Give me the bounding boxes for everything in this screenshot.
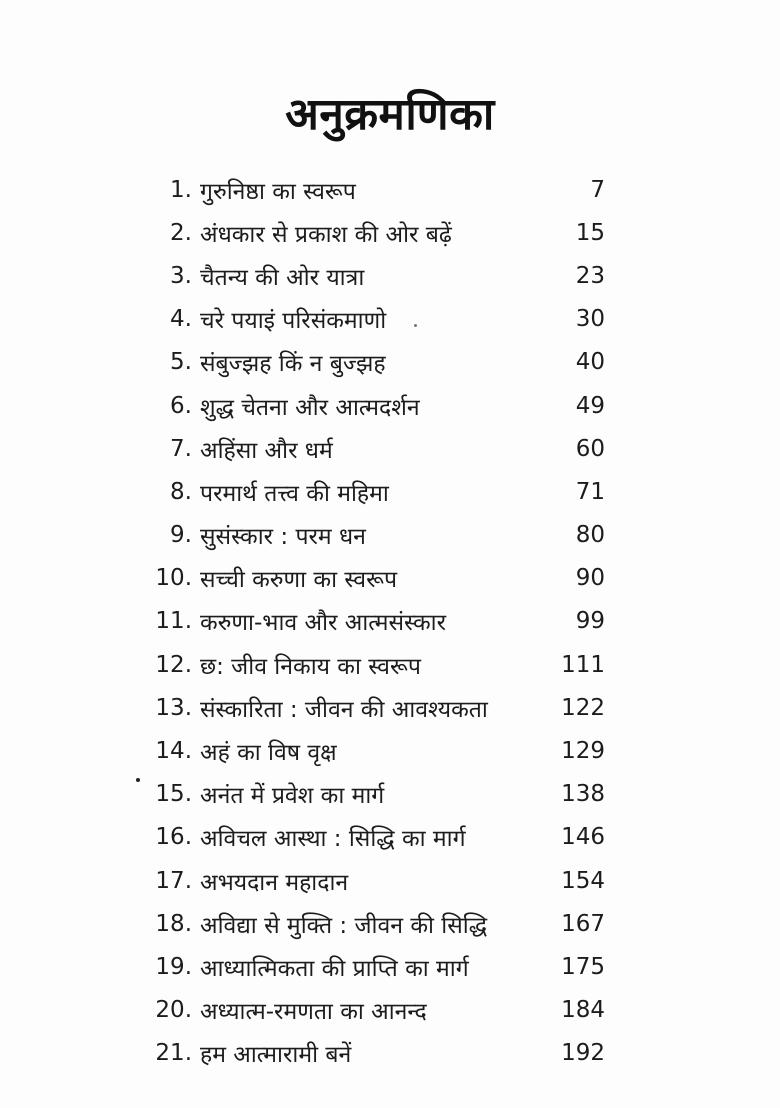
toc-entry [150, 989, 605, 1032]
entry-page: 154 [561, 867, 605, 894]
toc-entry [150, 600, 605, 643]
scan-speck [414, 324, 417, 327]
entry-title: अंधकार से प्रकाश की ओर बढ़ें [200, 221, 452, 248]
entry-title: करुणा-भाव और आत्मसंस्कार [200, 610, 447, 637]
entry-title: चरे पयाइं परिसंकमाणो [200, 308, 387, 335]
entry-number: 1. [170, 176, 192, 203]
toc-entry [150, 470, 605, 513]
entry-page: 184 [561, 997, 605, 1024]
toc-entry [150, 514, 605, 557]
entry-page: 175 [561, 953, 605, 980]
entry-title: अहिंसा और धर्म [200, 437, 333, 464]
entry-number: 9. [170, 522, 192, 549]
entry-title: छ: जीव निकाय का स्वरूप [200, 653, 421, 680]
entry-title: शुद्ध चेतना और आत्मदर्शन [200, 394, 420, 421]
entry-page: 40 [575, 349, 605, 376]
entry-title: परमार्थ तत्त्व की महिमा [200, 480, 389, 507]
entry-title: अविद्या से मुक्ति : जीवन की सिद्धि [200, 912, 488, 939]
entry-number: 12. [155, 651, 192, 678]
toc-entry [150, 168, 605, 211]
toc-entry [150, 859, 605, 902]
toc-entry [150, 1032, 605, 1075]
entry-page: 23 [575, 262, 605, 289]
toc-entry [150, 557, 605, 600]
entry-page: 146 [561, 824, 605, 851]
entry-page: 111 [561, 651, 605, 678]
entry-number: 15. [155, 781, 192, 808]
entry-number: 3. [170, 262, 192, 289]
entry-number: 14. [155, 738, 192, 765]
entry-number: 13. [155, 694, 192, 721]
entry-title: अध्यात्म-रमणता का आनन्द [200, 999, 427, 1026]
entry-title: अहं का विष वृक्ष [200, 740, 337, 767]
entry-number: 2. [170, 219, 192, 246]
entry-number: 4. [170, 306, 192, 333]
entry-page: 49 [575, 392, 605, 419]
toc-entry [150, 211, 605, 254]
page-title: अनुक्रमणिका [285, 89, 495, 140]
entry-page: 60 [575, 435, 605, 462]
toc-entry [150, 773, 605, 816]
entry-number: 20. [155, 997, 192, 1024]
entry-page: 122 [561, 694, 605, 721]
entry-number: 17. [155, 867, 192, 894]
entry-number: 5. [170, 349, 192, 376]
entry-title: सुसंस्कार : परम धन [200, 524, 366, 551]
entry-page: 30 [575, 306, 605, 333]
entry-title: चैतन्य की ओर यात्रा [200, 264, 365, 291]
toc-entry [150, 902, 605, 945]
entry-page: 99 [575, 608, 605, 635]
entry-number: 10. [155, 565, 192, 592]
entry-number: 18. [155, 910, 192, 937]
entry-title: अनंत में प्रवेश का मार्ग [200, 783, 385, 810]
toc-entry [150, 945, 605, 988]
toc-entry [150, 254, 605, 297]
entry-page: 129 [561, 738, 605, 765]
entry-title: हम आत्मारामी बनें [200, 1042, 352, 1069]
entry-number: 7. [170, 435, 192, 462]
entry-title: आध्यात्मिकता की प्राप्ति का मार्ग [200, 955, 469, 982]
entry-number: 21. [155, 1040, 192, 1067]
toc-entry [150, 729, 605, 772]
entry-page: 90 [575, 565, 605, 592]
entry-page: 7 [590, 176, 605, 203]
entry-title: अविचल आस्था : सिद्धि का मार्ग [200, 826, 466, 853]
entry-page: 80 [575, 522, 605, 549]
toc-entry [150, 341, 605, 384]
entry-page: 138 [561, 781, 605, 808]
entry-page: 71 [575, 478, 605, 505]
entry-title: सच्ची करुणा का स्वरूप [200, 567, 398, 594]
entry-number: 19. [155, 953, 192, 980]
toc-entry [150, 427, 605, 470]
toc-entry [150, 298, 605, 341]
toc-entry [150, 686, 605, 729]
table-of-contents [150, 168, 605, 1075]
entry-title: अभयदान महादान [200, 869, 349, 896]
entry-number: 16. [155, 824, 192, 851]
entry-title: संस्कारिता : जीवन की आवश्यकता [200, 696, 488, 723]
entry-title: गुरुनिष्ठा का स्वरूप [200, 178, 356, 205]
entry-page: 15 [575, 219, 605, 246]
toc-entry [150, 384, 605, 427]
toc-entry [150, 816, 605, 859]
toc-entry [150, 643, 605, 686]
entry-title: संबुज्झह किं न बुज्झह [200, 351, 386, 378]
entry-number: 8. [170, 478, 192, 505]
entry-page: 192 [561, 1040, 605, 1067]
scan-speck [136, 778, 140, 782]
entry-page: 167 [561, 910, 605, 937]
entry-number: 6. [170, 392, 192, 419]
entry-number: 11. [155, 608, 192, 635]
